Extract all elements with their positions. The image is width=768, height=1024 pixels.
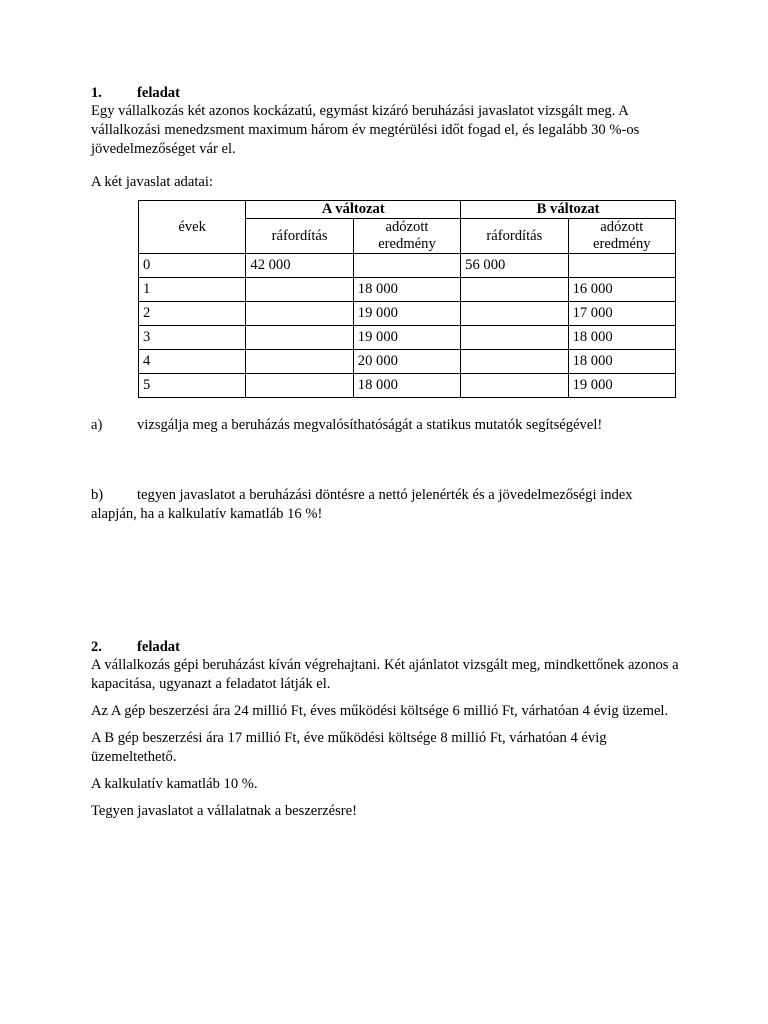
task1-heading (91, 84, 681, 102)
task1-number: 1. (91, 85, 102, 101)
cell-b-cost (461, 326, 568, 350)
task1-intro: Egy vállalkozás két azonos kockázatú, egymást kizáró beruházási javaslatot vizsgált meg. A vállalkozási menedzsment maximum három év megtérülési időt fogad el, és legalább 30 %-os jövedelmezőséget vár el. (91, 103, 640, 157)
cell-b-cost (461, 350, 568, 374)
cell-a-result: 20 000 (353, 350, 460, 374)
header-variant-a: A változat (246, 201, 461, 219)
cell-b-result: 18 000 (568, 350, 675, 374)
table-row (139, 302, 676, 326)
cell-b-result (568, 254, 675, 278)
task1-subtask-b (91, 486, 681, 524)
table-row (139, 350, 676, 374)
task2-paragraph-3: A B gép beszerzési ára 17 millió Ft, éve működési költsége 8 millió Ft, várhatóan 4 évig üzemeltethető. (91, 730, 607, 765)
cell-year: 4 (139, 350, 246, 374)
header-years: évek (139, 201, 246, 254)
cell-a-cost (246, 350, 353, 374)
header-b-result: adózott eredmény (568, 219, 675, 254)
cell-b-cost (461, 278, 568, 302)
cell-year: 3 (139, 326, 246, 350)
cell-b-result: 17 000 (568, 302, 675, 326)
task2-title: feladat (137, 639, 180, 655)
cell-a-cost (246, 374, 353, 398)
cell-year: 1 (139, 278, 246, 302)
cell-year: 5 (139, 374, 246, 398)
cell-year: 0 (139, 254, 246, 278)
cell-b-result: 19 000 (568, 374, 675, 398)
table-row (139, 278, 676, 302)
header-variant-b: B változat (461, 201, 676, 219)
cell-a-cost (246, 326, 353, 350)
table-row (139, 326, 676, 350)
cell-b-result: 18 000 (568, 326, 675, 350)
cell-b-result: 16 000 (568, 278, 675, 302)
task2-paragraph-5: Tegyen javaslatot a vállalatnak a beszerzésre! (91, 803, 357, 819)
task1-data-intro: A két javaslat adatai: (91, 174, 213, 190)
task2-paragraph-4: A kalkulatív kamatláb 10 %. (91, 776, 258, 792)
task2-heading (91, 638, 681, 656)
cell-a-result: 18 000 (353, 278, 460, 302)
cell-year: 2 (139, 302, 246, 326)
table-row (139, 374, 676, 398)
header-a-result: adózott eredmény (353, 219, 460, 254)
cell-a-result: 19 000 (353, 302, 460, 326)
cell-a-cost: 42 000 (246, 254, 353, 278)
task1-subtask-a (91, 417, 681, 434)
header-a-cost: ráfordítás (246, 219, 353, 254)
cell-a-result (353, 254, 460, 278)
table-row (139, 254, 676, 278)
task1-title: feladat (137, 85, 180, 101)
subtask-b-label: b) (91, 487, 104, 503)
header-b-cost: ráfordítás (461, 219, 568, 254)
cell-b-cost (461, 374, 568, 398)
cell-b-cost: 56 000 (461, 254, 568, 278)
task2-number: 2. (91, 639, 102, 655)
cell-b-cost (461, 302, 568, 326)
cell-a-cost (246, 302, 353, 326)
cell-a-cost (246, 278, 353, 302)
investment-table (138, 200, 676, 398)
subtask-b-text: tegyen javaslatot a beruházási döntésre a nettó jelenérték és a jövedelmezőségi index alapján, ha a kalkulatív kamatláb 16 %! (91, 487, 633, 522)
task2-paragraph-2: Az A gép beszerzési ára 24 millió Ft, éves működési költsége 6 millió Ft, várhatóan 4 évig üzemel. (91, 703, 669, 719)
cell-a-result: 19 000 (353, 326, 460, 350)
subtask-a-label: a) (91, 417, 103, 433)
cell-a-result: 18 000 (353, 374, 460, 398)
document-page (91, 84, 681, 821)
table-body (139, 254, 676, 398)
task2-paragraph-1: A vállalkozás gépi beruházást kíván végrehajtani. Két ajánlatot vizsgált meg, mindkettőnek azonos a kapacitása, ugyanazt a feladatot látják el. (91, 657, 679, 692)
subtask-a-text: vizsgálja meg a beruházás megvalósíthatóságát a statikus mutatók segítségével! (137, 417, 603, 433)
